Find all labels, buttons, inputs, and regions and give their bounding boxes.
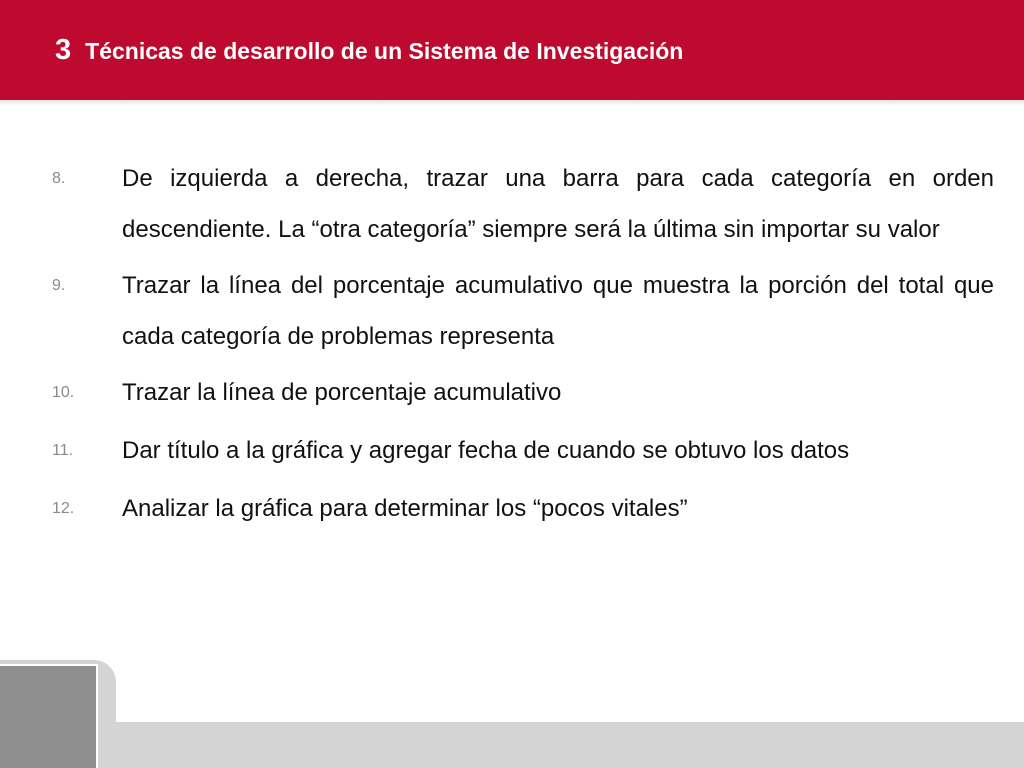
footer-bar [116,722,1024,768]
list-item [52,153,994,255]
step-list [52,153,994,534]
item-text: Dar título a la gráfica y agregar fecha de cuando se obtuvo los datos [122,437,850,464]
list-item [52,260,994,362]
item-text: Analizar la gráfica para determinar los “pocos vitales” [122,495,688,522]
item-text: Trazar la línea de porcentaje acumulativo [122,379,562,406]
item-text: De izquierda a derecha, trazar una barra para cada categoría en orden descendiente. La “otra categoría” siempre será la última sin importar su valor [122,165,994,243]
item-text: Trazar la línea del porcentaje acumulativo que muestra la porción del total que cada categoría de problemas representa [122,272,994,350]
item-number: 11. [52,442,74,459]
header-shadow [0,100,1024,106]
item-number: 12. [52,500,75,517]
item-number: 9. [52,277,66,294]
list-item [52,483,994,534]
slide-title [55,34,683,74]
list-item [52,367,994,418]
footer-square [0,664,98,768]
title-text: Técnicas de desarrollo de un Sistema de Investigación [85,38,684,64]
section-number: 3 [55,34,72,66]
list-item [52,425,994,476]
item-number: 10. [52,384,75,401]
item-number: 8. [52,170,66,187]
